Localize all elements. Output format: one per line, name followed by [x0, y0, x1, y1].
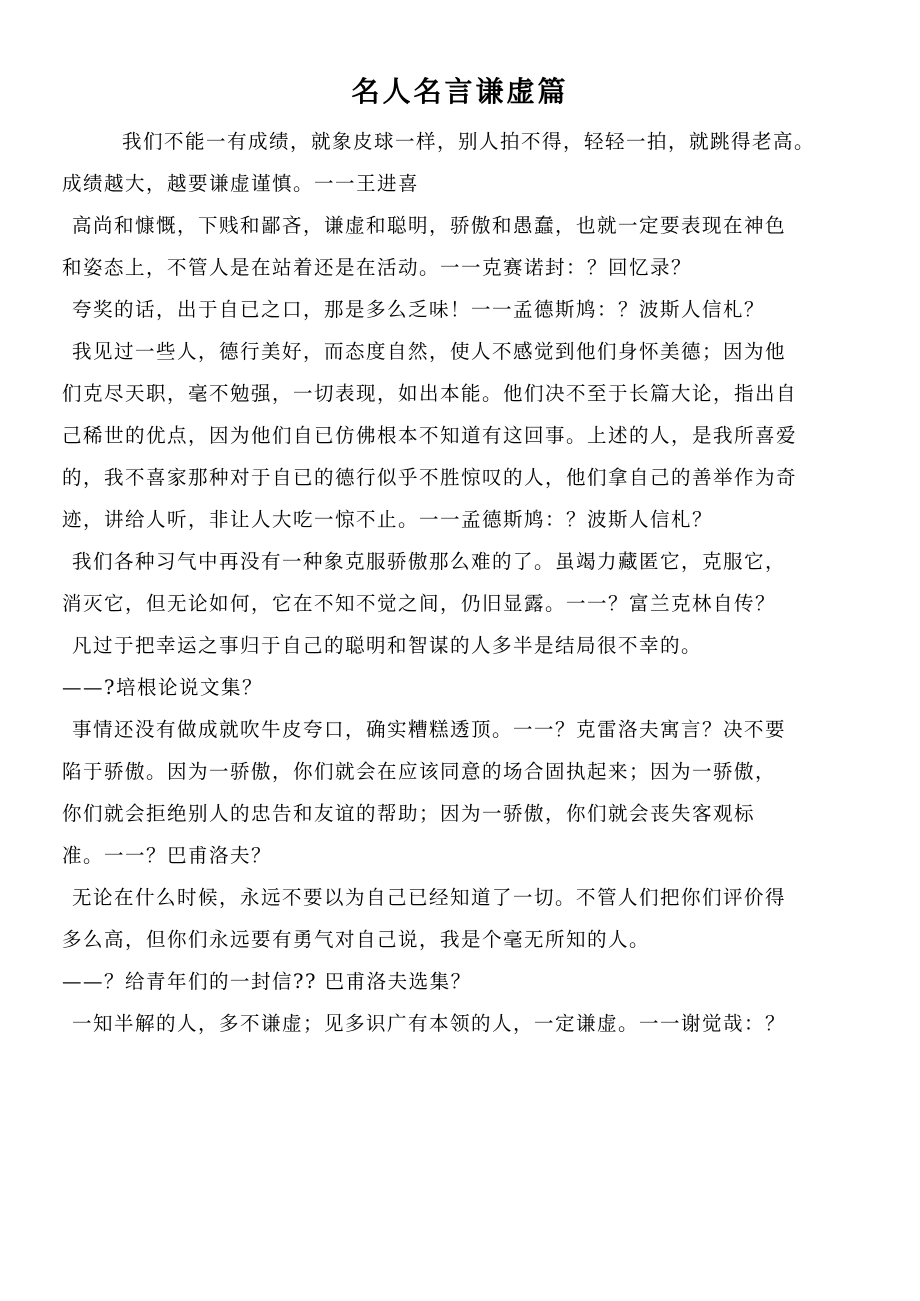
text-line: 一知半解的人，多不谦虚；见多识广有本领的人，一定谦虚。一一谢觉哉：？	[72, 1012, 787, 1035]
text-line: 成绩越大，越要谦虚谨慎。一一王进喜	[62, 172, 420, 195]
text-line: 高尚和慷慨，下贱和鄙吝，谦虚和聪明，骄傲和愚蠢，也就一定要表现在神色	[72, 214, 787, 237]
text-line: 准。一一？巴甫洛夫？	[62, 844, 273, 867]
text-line: 我们不能一有成绩，就象皮球一样，别人拍不得，轻轻一拍，就跳得老高。	[122, 130, 816, 153]
text-line: 我们各种习气中再没有一种象克服骄傲那么难的了。虽竭力藏匿它，克服它，	[72, 550, 787, 573]
text-line: 迹，讲给人听，非让人大吃一惊不止。一一孟德斯鸠：？波斯人信札？	[62, 508, 714, 531]
document-title: 名人名言谦虚篇	[351, 75, 569, 108]
document-body	[62, 121, 862, 1045]
text-line: 们克尽天职，毫不勉强，一切表现，如出本能。他们决不至于长篇大论，指出自	[62, 382, 798, 405]
text-line: ——?培根论说文集？	[62, 676, 263, 699]
text-line: 己稀世的优点，因为他们自已仿佛根本不知道有这回事。上述的人，是我所喜爱	[62, 424, 798, 447]
text-line: 无论在什么时候，永远不要以为自己已经知道了一切。不管人们把你们评价得	[72, 886, 787, 909]
text-line: 你们就会拒绝别人的忠告和友谊的帮助；因为一骄傲，你们就会丧失客观标	[62, 802, 756, 825]
text-line: 消灭它，但无论如何，它在不知不觉之间，仍旧显露。一一？富兰克林自传？	[62, 592, 777, 615]
text-line: 的，我不喜家那种对于自已的德行似乎不胜惊叹的人，他们拿自己的善举作为奇	[62, 466, 798, 489]
text-line: 凡过于把幸运之事归于自己的聪明和智谋的人多半是结局很不幸的。	[72, 634, 703, 657]
text-line: 事情还没有做成就吹牛皮夸口，确实糟糕透顶。一一？克雷洛夫寓言？决不要	[72, 718, 787, 741]
text-line: ——？给青年们的一封信?? 巴甫洛夫选集？	[62, 970, 472, 993]
text-line: 陷于骄傲。因为一骄傲，你们就会在应该同意的场合固执起来；因为一骄傲，	[62, 760, 777, 783]
text-line: 夸奖的话，出于自已之口，那是多么乏味！一一孟德斯鸠：？波斯人信札？	[72, 298, 766, 321]
text-line: 和姿态上，不管人是在站着还是在活动。一一克赛诺封：？回忆录？	[62, 256, 693, 279]
text-line: 我见过一些人，德行美好，而态度自然，使人不感觉到他们身怀美德；因为他	[72, 340, 787, 363]
text-line: 多么高，但你们永远要有勇气对自己说，我是个毫无所知的人。	[62, 928, 651, 951]
